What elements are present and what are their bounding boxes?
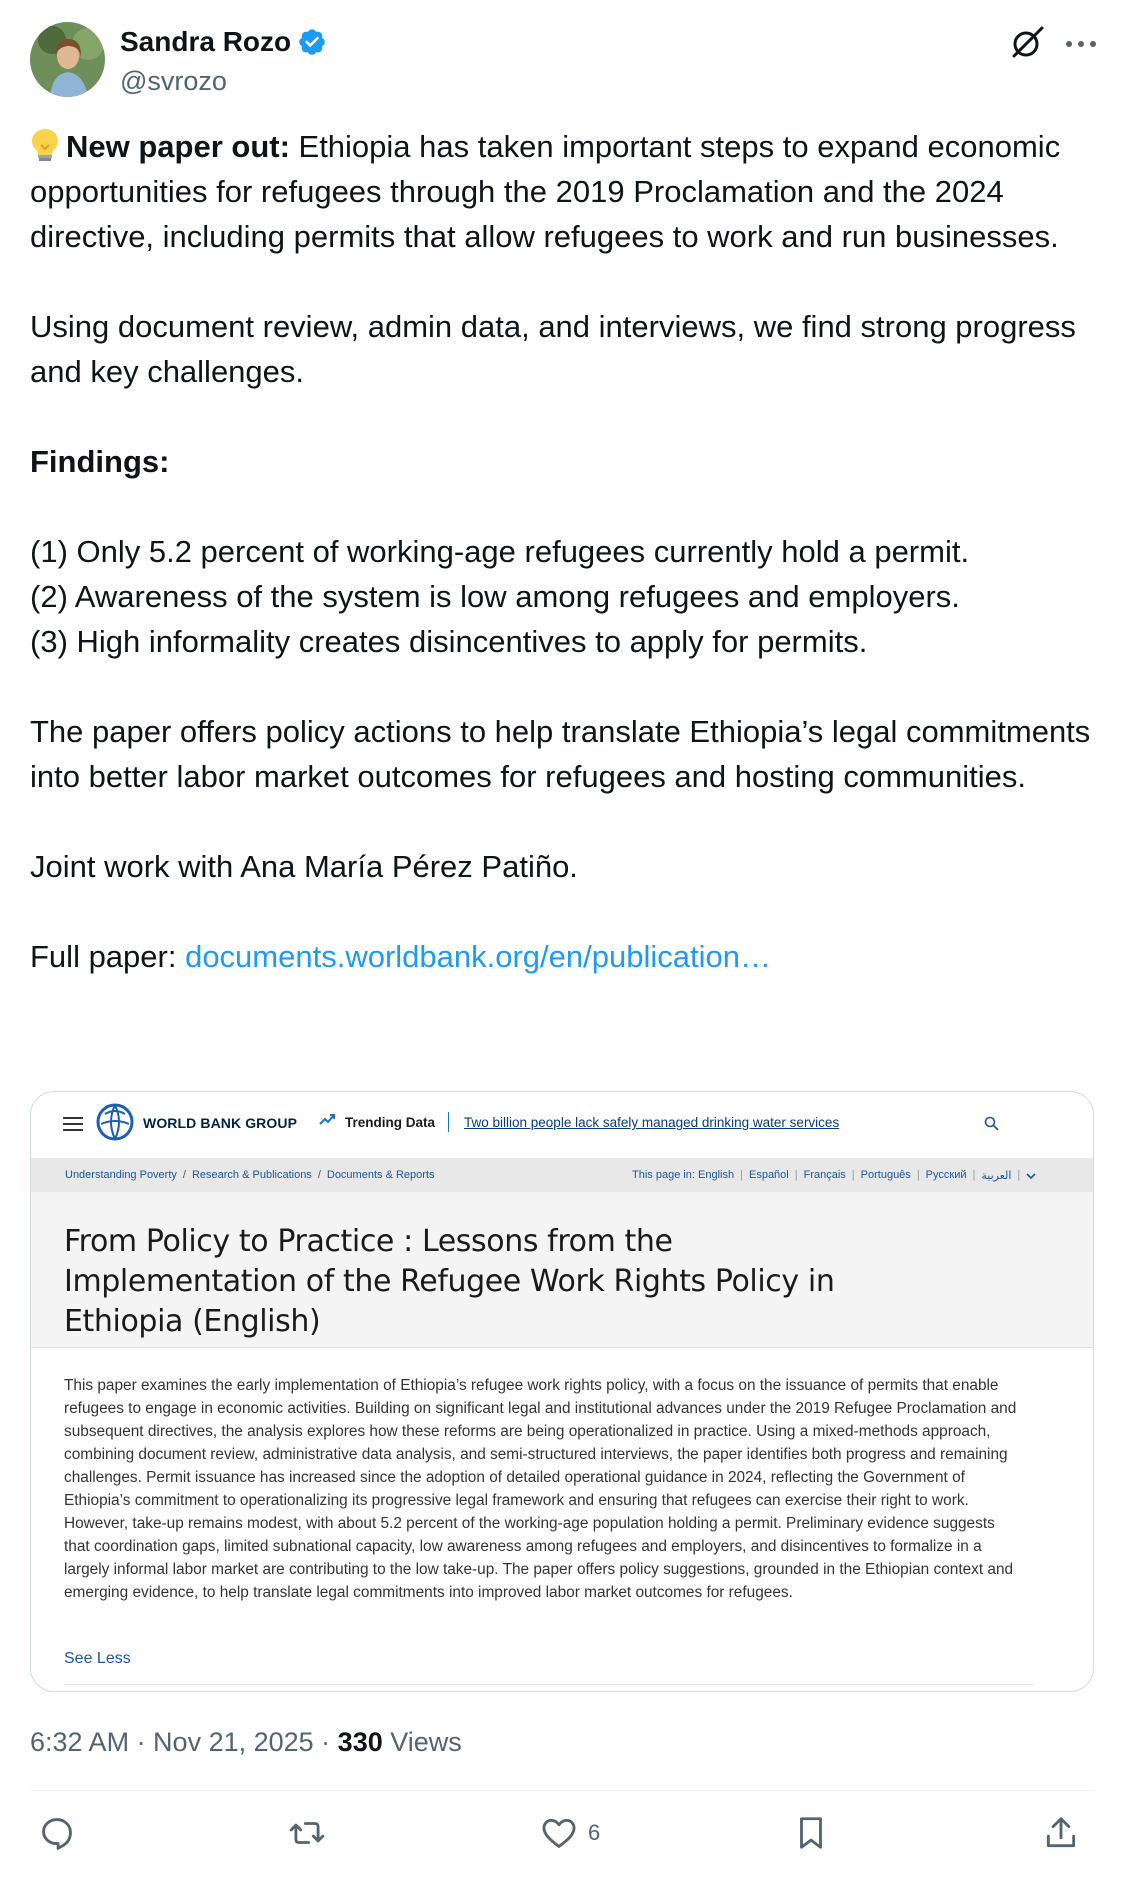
verified-badge-icon xyxy=(297,27,327,57)
paper-title-band xyxy=(31,1192,1093,1348)
trending-label: Trending Data xyxy=(345,1115,436,1130)
world-bank-logo-icon xyxy=(95,1102,135,1142)
divider xyxy=(30,1790,1094,1791)
finding-item: (3) High informality creates disincentives to apply for permits. xyxy=(30,624,868,659)
trending-link[interactable]: Two billion people lack safely managed drinking water services xyxy=(464,1115,840,1130)
breadcrumb-item[interactable]: Research & Publications xyxy=(191,1169,312,1181)
language-option[interactable]: Español xyxy=(748,1169,789,1181)
see-less-link[interactable]: See Less xyxy=(64,1650,131,1667)
share-button[interactable] xyxy=(1042,1814,1080,1852)
finding-item: (2) Awareness of the system is low among refugees and employers. xyxy=(30,579,960,614)
language-option[interactable]: Русский xyxy=(925,1169,967,1181)
search-icon[interactable] xyxy=(984,1116,999,1131)
repost-button[interactable] xyxy=(288,1814,326,1852)
breadcrumb: Understanding Poverty / Research & Publications / Documents & Reports xyxy=(65,1169,435,1181)
paper-title: From Policy to Practice : Lessons from the Implementation of the Refugee Work Rights Policy in Ethiopia (English) xyxy=(64,1224,835,1339)
wb-navbar xyxy=(31,1092,1093,1158)
language-option[interactable]: Français xyxy=(803,1169,846,1181)
like-count: 6 xyxy=(588,1820,601,1845)
trending-separator xyxy=(448,1112,449,1132)
light-bulb-icon xyxy=(30,127,60,163)
reply-button[interactable] xyxy=(38,1814,76,1852)
intro-text: Ethiopia has taken important steps to expand economic opportunities for refugees through the 2019 Proclamation and the 2024 directive, including permits that allow refugees to work and run businesses. xyxy=(30,129,1061,254)
heart-icon xyxy=(540,1814,578,1852)
wb-brand: WORLD BANK GROUP xyxy=(143,1115,298,1131)
full-paper-label: Full paper: xyxy=(30,939,186,974)
intro-bold: New paper out: xyxy=(66,129,290,164)
page-in-label: This page in: English xyxy=(632,1169,735,1181)
author-name[interactable]: Sandra Rozo xyxy=(120,26,292,57)
tweet-timestamp[interactable]: 6:32 AM · Nov 21, 2025 · xyxy=(30,1727,338,1757)
full-paper-link[interactable]: documents.worldbank.org/en/publication… xyxy=(185,939,771,974)
views-label: Views xyxy=(382,1727,462,1757)
views-count: 330 xyxy=(337,1727,383,1757)
language-option[interactable]: Português xyxy=(860,1169,911,1181)
breadcrumb-bar xyxy=(31,1158,1093,1192)
action-bar xyxy=(30,1814,1094,1858)
avatar[interactable] xyxy=(30,22,105,97)
policy-text: The paper offers policy actions to help translate Ethiopia’s legal commitments into better labor market outcomes for refugees and hosting communities. xyxy=(30,714,1091,794)
methods-text: Using document review, admin data, and interviews, we find strong progress and key challenges. xyxy=(30,309,1076,389)
paper-abstract: This paper examines the early implementation of Ethiopia’s refugee work rights policy, with a focus on the issuance of permits that enable refugees to engage in economic activities. Building on significant legal and institutional advances under the 2019 Refugee Proclamation and subsequent directives, the analysis explores how these reforms are being operationalized in practice. Using a mixed-methods approach, combining document review, administrative data analysis, and semi-structured interviews, the paper identifies both progress and remaining challenges. Permit issuance has increased since the adoption of detailed operational guidance in 2024, reflecting the Government of Ethiopia’s commitment to operationalizing its progressive legal framework and ensuring that refugees can exercise their right to work. However, take-up remains modest, with about 5.2 percent of the working-age population holding a permit. Preliminary evidence suggests that coordination gaps, limited subnational capacity, low awareness among refugees and employers, and disincentives to formalize in a largely informal labor market are contributing to the low take-up. The paper offers policy suggestions, grounded in the Ethiopian context and emerging evidence, to help translate legal commitments into improved labor market outcomes for refugees. xyxy=(64,1377,1017,1601)
tweet-meta xyxy=(30,1727,462,1758)
breadcrumb-item[interactable]: Understanding Poverty xyxy=(65,1169,177,1181)
menu-icon[interactable] xyxy=(63,1116,83,1132)
language-option[interactable]: العربية xyxy=(981,1170,1012,1182)
repost-icon xyxy=(288,1814,326,1852)
chevron-down-icon[interactable] xyxy=(1026,1171,1036,1181)
joint-text: Joint work with Ana María Pérez Patiño. xyxy=(30,849,578,884)
author-handle[interactable]: @svrozo xyxy=(120,66,227,96)
card-divider xyxy=(64,1684,1034,1685)
tweet-header xyxy=(30,22,1094,100)
reply-icon xyxy=(38,1814,76,1852)
bookmark-button[interactable] xyxy=(792,1814,830,1852)
findings-heading: Findings: xyxy=(30,444,170,479)
breadcrumb-item[interactable]: Documents & Reports xyxy=(326,1169,435,1181)
finding-item: (1) Only 5.2 percent of working-age refugees currently hold a permit. xyxy=(30,534,970,569)
tweet-text xyxy=(30,124,1094,979)
link-card[interactable] xyxy=(30,1091,1094,1692)
grok-icon[interactable] xyxy=(1008,24,1046,62)
trending-icon xyxy=(319,1112,335,1128)
language-selector: This page in: English | Español | Français | Português | Русский | العربية | xyxy=(632,1169,1036,1182)
share-icon xyxy=(1042,1814,1080,1852)
more-icon[interactable] xyxy=(1065,40,1097,48)
bookmark-icon xyxy=(792,1814,830,1852)
like-button[interactable] xyxy=(540,1814,600,1852)
